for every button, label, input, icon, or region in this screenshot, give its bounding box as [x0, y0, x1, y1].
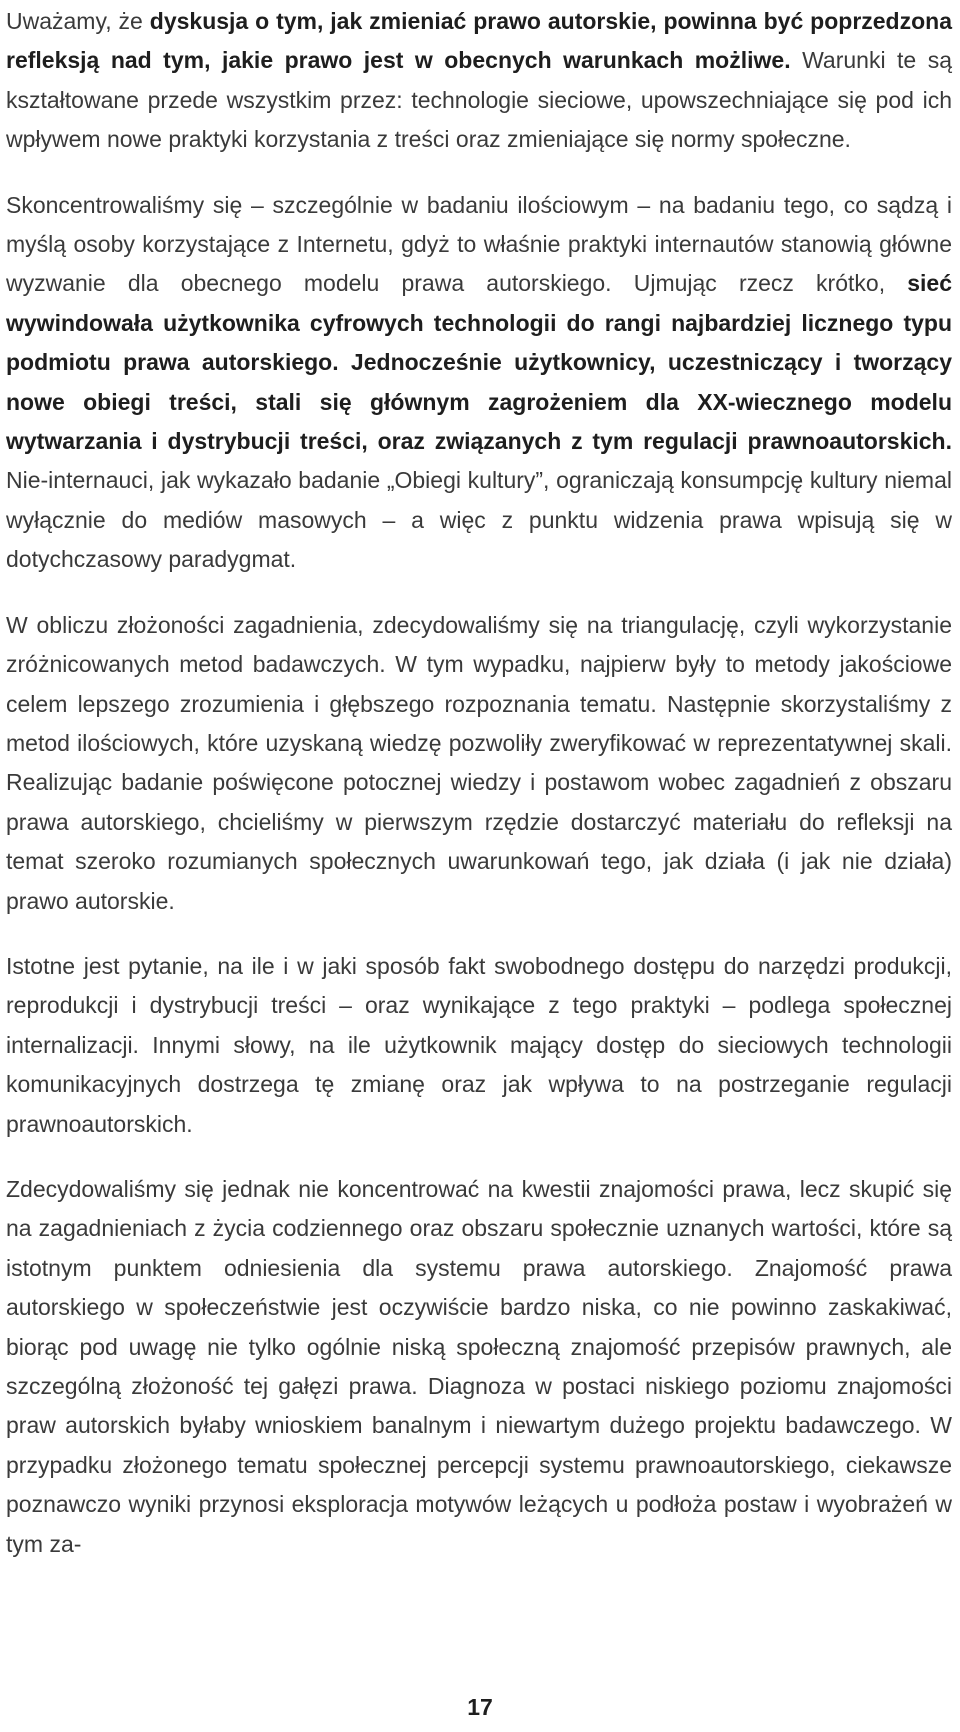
paragraph-2-text: Skoncentrowaliśmy się – szczególnie w badaniu ilościowym – na badaniu tego, co sądzą i myślą osoby korzystające z Internetu, gdyż to właśnie praktyki internautów stanowią główne wyzwanie dla obecnego modelu prawa autorskiego. Ujmując rzecz krótko, — [6, 191, 952, 297]
paragraph-3 — [6, 606, 952, 921]
page-body — [6, 2, 952, 1590]
paragraph-4-text: Istotne jest pytanie, na ile i w jaki sposób fakt swobodnego dostępu do narzędzi produkcji, reprodukcji i dystrybucji treści – oraz wynikające z tego praktyki – podlega społecznej internalizacji. Innymi słowy, na ile użytkownik mający dostęp do sieciowych technologii komunikacyjnych dostrzega tę zmianę oraz jak wpływa to na postrzeganie regulacji prawnoautorskich. — [6, 952, 952, 1137]
paragraph-1 — [6, 2, 952, 160]
paragraph-5 — [6, 1170, 952, 1564]
paragraph-4 — [6, 947, 952, 1144]
paragraph-1-text-end: Warunki te są kształtowane przede wszystkim przez: technologie sieciowe, upowszechniające się pod ich wpływem nowe praktyki korzystania z treści oraz zmieniające się normy społeczne. — [6, 47, 952, 153]
paragraph-2 — [6, 186, 952, 580]
paragraph-1-bold: dyskusja o tym, jak zmieniać prawo autorskie, powinna być poprzedzona refleksją nad tym, jakie prawo jest w obecnych warunkach możliwe. — [6, 8, 953, 74]
paragraph-3-text: W obliczu złożoności zagadnienia, zdecydowaliśmy się na triangulację, czyli wykorzystanie zróżnicowanych metod badawczych. W tym wypadku, najpierw były to metody jakościowe celem lepszego zrozumienia i głębszego rozpoznania tematu. Następnie skorzystaliśmy z metod ilościowych, które uzyskaną wiedzę pozwoliły zweryfikować w reprezentatywnej skali. Realizując badanie poświęcone potocznej wiedzy i postawom wobec zagadnień z obszaru prawa autorskiego, chcieliśmy w pierwszym rzędzie dostarczyć materiału do refleksji na temat szeroko rozumianych społecznych uwarunkowań tego, jak działa (i jak nie działa) prawo autorskie. — [6, 611, 952, 914]
paragraph-1-text: Uważamy, że — [6, 8, 150, 34]
paragraph-2-text-end: Nie-internauci, jak wykazało badanie „Obiegi kultury”, ograniczają konsumpcję kultury niemal wyłącznie do mediów masowych – a więc z punktu widzenia prawa wpisują się w dotychczasowy paradygmat. — [6, 467, 952, 573]
paragraph-5-text: Zdecydowaliśmy się jednak nie koncentrować na kwestii znajomości prawa, lecz skupić się na zagadnieniach z życia codziennego oraz obszaru społecznie uznanych wartości, które są istotnym punktem odniesienia dla systemu prawa autorskiego. Znajomość prawa autorskiego w społeczeństwie jest oczywiście bardzo niska, co nie powinno zaskakiwać, biorąc pod uwagę nie tylko ogólnie niską społeczną znajomość przepisów prawnych, ale szczególną złożoność tej gałęzi prawa. Diagnoza w postaci niskiego poziomu znajomości praw autorskich byłaby wnioskiem banalnym i niewartym dużego projektu badawczego. W przypadku złożonego tematu społecznej percepcji systemu prawnoautorskiego, ciekawsze poznawczo wyniki przynosi eksploracja motywów leżących u podłoża postaw i wyobrażeń w tym za- — [6, 1175, 952, 1557]
page-number: 17 — [467, 1694, 493, 1720]
paragraph-2-bold: sieć wywindowała użytkownika cyfrowych technologii do rangi najbardziej licznego typu podmiotu prawa autorskiego. Jednocześnie użytkownicy, uczestniczący i tworzący nowe obiegi treści, stali się głównym zagrożeniem dla XX-wiecznego modelu wytwarzania i dystrybucji treści, oraz związanych z tym regulacji prawnoautorskich. — [6, 270, 952, 455]
